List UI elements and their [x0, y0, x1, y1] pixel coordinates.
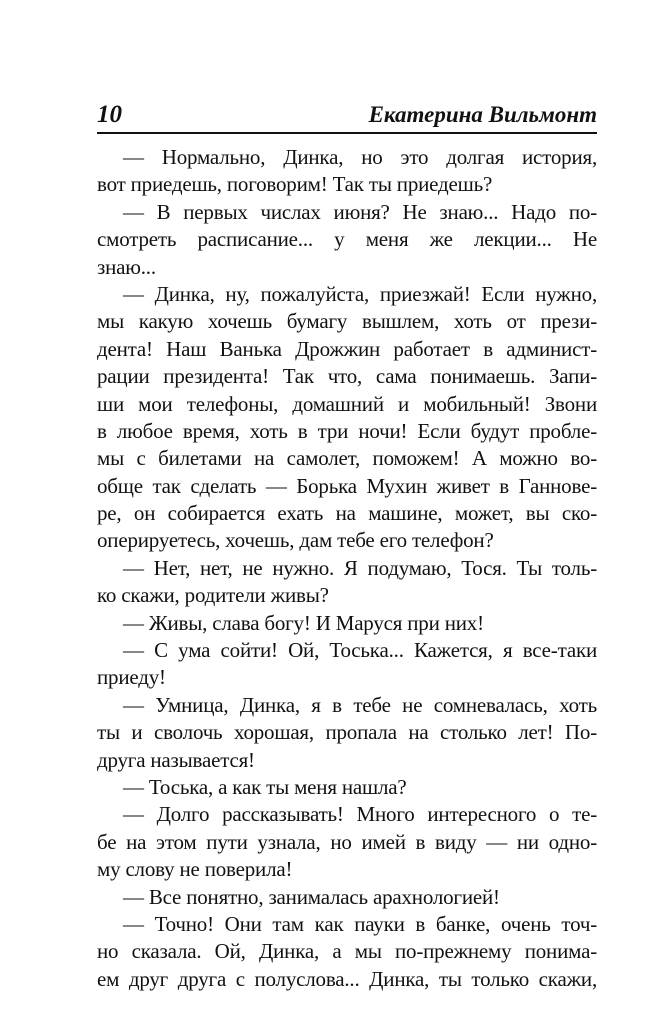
text-line: — Нет, нет, не нужно. Я подумаю, Тося. Ты толь-	[123, 555, 597, 580]
text-line: но сказала. Ой, Динка, а мы по-прежнему понима-	[97, 939, 597, 964]
text-line: — Динка, ну, пожалуйста, приезжай! Если нужно,	[123, 281, 597, 306]
text-line: приеду!	[97, 665, 166, 690]
text-line: бе на этом пути узнала, но имей в виду — ни одно-	[97, 829, 597, 854]
text-line: — Нормально, Динка, но это долгая история,	[123, 145, 597, 169]
text-line: оперируетесь, хочешь, дам тебе его телефон?	[97, 528, 494, 553]
text-line: — Все понятно, занималась арахнологией!	[123, 884, 500, 909]
text-line: ре, он собирается ехать на машине, может, вы ско-	[97, 501, 597, 526]
page-number: 10	[97, 101, 122, 128]
text-line: ты и сволочь хорошая, пропала на столько лет! По-	[97, 720, 597, 745]
running-title: Екатерина Вильмонт	[368, 102, 597, 127]
text-line: — Живы, слава богу! И Маруся при них!	[123, 610, 484, 635]
text-line: — Тоська, а как ты меня нашла?	[123, 774, 407, 799]
text-line: обще так сделать — Борька Мухин живет в Ганнове-	[97, 473, 597, 498]
page-header	[97, 100, 597, 130]
text-line: друга называется!	[97, 747, 255, 772]
text-line: вот приедешь, поговорим! Так ты приедешь?	[97, 172, 493, 197]
text-line: мы какую хочешь бумагу вышлем, хоть от прези-	[97, 309, 597, 334]
text-line: смотреть расписание... у меня же лекции... Не	[97, 227, 597, 252]
text-line: ем друг друга с полуслова... Динка, ты только скажи,	[97, 966, 597, 991]
text-line: ши мои телефоны, домашний и мобильный! Звони	[97, 391, 597, 416]
text-line: — С ума сойти! Ой, Тоська... Кажется, я все-таки	[123, 638, 597, 663]
text-line: — Долго рассказывать! Много интересного о те-	[123, 802, 597, 827]
text-line: рации президента! Так что, сама понимаешь. Запи-	[97, 364, 597, 389]
text-line: — Точно! Они там как пауки в банке, очень точ-	[123, 911, 597, 936]
text-line: дента! Наш Ванька Дрожжин работает в админист-	[97, 336, 597, 361]
text-line: мы с билетами на самолет, поможем! А можно во-	[97, 446, 597, 471]
text-line: — Умница, Динка, я в тебе не сомневалась, хоть	[123, 692, 597, 717]
text-line: в любое время, хоть в три ночи! Если будут пробле-	[97, 418, 597, 443]
text-line: знаю...	[97, 254, 156, 279]
text-line: — В первых числах июня? Не знаю... Надо по-	[123, 199, 597, 224]
header-rule	[97, 132, 597, 134]
body-text	[97, 144, 597, 993]
text-line: ко скажи, родители живы?	[97, 583, 329, 608]
text-line: му слову не поверила!	[97, 857, 293, 882]
